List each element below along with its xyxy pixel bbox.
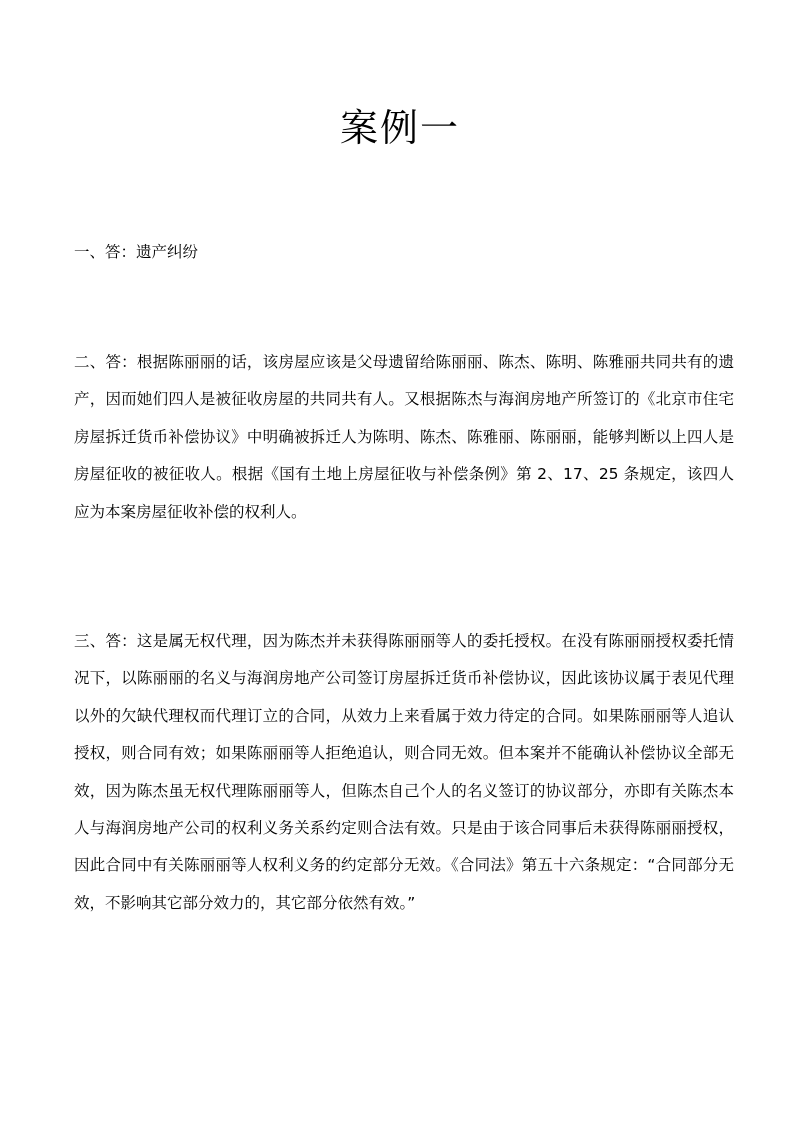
answer-paragraph-1: 一、答：遗产纠纷 <box>74 243 199 261</box>
answer-paragraph-3: 三、答：这是属无权代理，因为陈杰并未获得陈丽丽等人的委托授权。在没有陈丽丽授权委托情况下，以陈丽丽的名义与海润房地产公司签订房屋拆迁货币补偿协议，因此该协议属于表见代理以外的欠缺代理权而代理订立的合同，从效力上来看属于效力待定的合同。如果陈丽丽等人追认授权，则合同有效；如果陈丽丽等人拒绝追认，则合同无效。但本案并不能确认补偿协议全部无效，因为陈杰虽无权代理陈丽丽等人，但陈杰自己个人的名义签订的协议部分，亦即有关陈杰本人与海润房地产公司的权利义务关系约定则合法有效。只是由于该合同事后未获得陈丽丽授权，因此合同中有关陈丽丽等人权利义务的约定部分无效。《合同法》第五十六条规定：“合同部分无效，不影响其它部分效力的，其它部分依然有效。” <box>74 632 734 912</box>
document-title: 案例一 <box>339 106 460 150</box>
answer-paragraph-2: 二、答：根据陈丽丽的话，该房屋应该是父母遗留给陈丽丽、陈杰、陈明、陈雅丽共同共有的遗产，因而她们四人是被征收房屋的共同共有人。又根据陈杰与海润房地产所签订的《北京市住宅房屋拆迁货币补偿协议》中明确被拆迁人为陈明、陈杰、陈雅丽、陈丽丽，能够判断以上四人是房屋征收的被征收人。根据《国有土地上房屋征收与补偿条例》第 2、17、25 条规定，该四人应为本案房屋征收补偿的权利人。 <box>74 353 734 521</box>
